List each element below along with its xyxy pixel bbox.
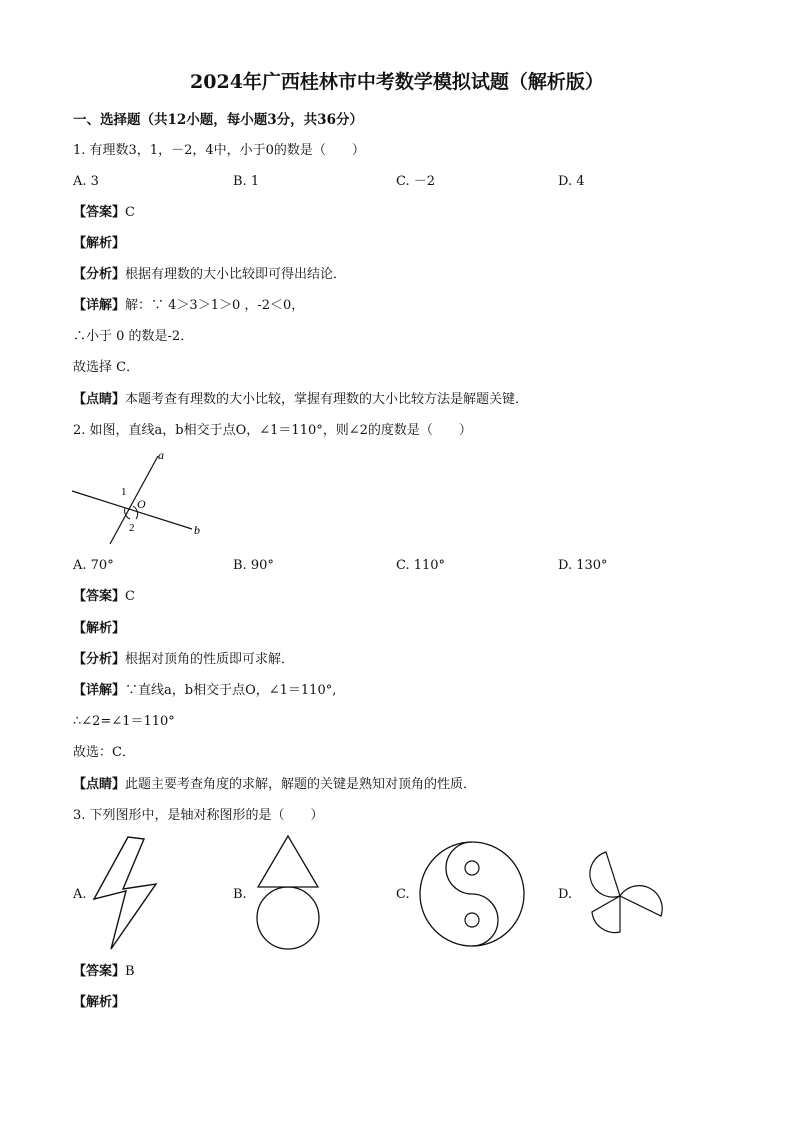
q1-option-a: A. 3 (73, 174, 99, 189)
q1-conclusion: ∴小于 0 的数是-2． (73, 329, 194, 344)
fenxi-text: 根据有理数的大小比较即可得出结论． (125, 267, 347, 282)
q2-option-c: C. 110° (396, 558, 446, 573)
answer-value: B (125, 964, 135, 979)
dianjing-tag: 【点睛】 (73, 777, 126, 792)
line-b-label: b (194, 523, 200, 537)
triangle-on-circle-figure (254, 834, 324, 956)
q2-fenxi (73, 651, 294, 669)
dianjing-text: 此题主要考查角度的求解，解题的关键是熟知对顶角的性质． (125, 777, 477, 792)
fenxi-text: 根据对顶角的性质即可求解． (125, 652, 295, 667)
q3-analysis-tag: 【解析】 (73, 995, 126, 1010)
q3-option-c-label: C. (396, 887, 410, 902)
dianjing-tag: 【点睛】 (73, 392, 126, 407)
answer-tag: 【答案】 (73, 205, 126, 220)
q3-option-d-label: D. (558, 887, 573, 902)
q3-option-a-label: A. (73, 887, 87, 902)
q2-analysis-tag: 【解析】 (73, 621, 126, 636)
answer-value: C (125, 589, 135, 604)
xiangjie-text: 解：∵ 4＞3＞1＞0 ，-2＜0， (125, 298, 305, 313)
pinwheel-figure (590, 848, 670, 936)
q1-option-b: B. 1 (233, 174, 260, 189)
lightning-bolt-figure (90, 834, 160, 952)
line-a-label: a (158, 448, 164, 462)
page-title: 2024年广西桂林市中考数学模拟试题（解析版） (190, 71, 604, 93)
q3-stem: 3. 下列图形中，是轴对称图形的是（ ） (73, 808, 324, 823)
q1-choice: 故选择 C． (73, 360, 140, 375)
q1-analysis-tag: 【解析】 (73, 236, 126, 251)
q1-stem: 1. 有理数3，1，－2，4中，小于0的数是（ ） (73, 143, 365, 158)
dianjing-text: 本题考查有理数的大小比较，掌握有理数的大小比较方法是解题关键． (125, 392, 529, 407)
answer-tag: 【答案】 (73, 589, 126, 604)
point-o-label: O (137, 497, 146, 511)
q2-option-a: A. 70° (73, 558, 114, 573)
q1-dianjing (73, 391, 528, 409)
q3-answer (73, 963, 135, 981)
answer-value: C (125, 205, 135, 220)
q2-option-b: B. 90° (233, 558, 274, 573)
q2-intersecting-lines-figure (68, 448, 218, 543)
fenxi-tag: 【分析】 (73, 652, 126, 667)
q1-fenxi (73, 266, 346, 284)
angle-1-label: 1 (121, 486, 127, 498)
xiangjie-text: ∵直线a，b相交于点O，∠1＝110°, (125, 683, 337, 698)
q1-option-d: D. 4 (558, 174, 585, 189)
q1-option-c: C. －2 (396, 174, 436, 189)
q2-xiangjie (73, 682, 336, 700)
q2-option-d: D. 130° (558, 558, 608, 573)
q1-xiangjie (73, 297, 304, 315)
q2-conclusion: ∴∠2=∠1＝110° (73, 714, 175, 729)
fenxi-tag: 【分析】 (73, 267, 126, 282)
q2-dianjing (73, 776, 476, 794)
q1-answer (73, 204, 135, 222)
q2-answer (73, 588, 135, 606)
yin-yang-figure (416, 838, 528, 950)
xiangjie-tag: 【详解】 (73, 298, 126, 313)
answer-tag: 【答案】 (73, 964, 126, 979)
q2-stem: 2. 如图，直线a，b相交于点O，∠1＝110°，则∠2的度数是（ ） (73, 423, 472, 438)
angle-2-label: 2 (129, 522, 135, 534)
q3-option-b-label: B. (233, 887, 247, 902)
q2-choice: 故选：C． (73, 745, 135, 760)
xiangjie-tag: 【详解】 (73, 683, 126, 698)
section-heading: 一、选择题（共12小题，每小题3分，共36分） (73, 112, 363, 128)
